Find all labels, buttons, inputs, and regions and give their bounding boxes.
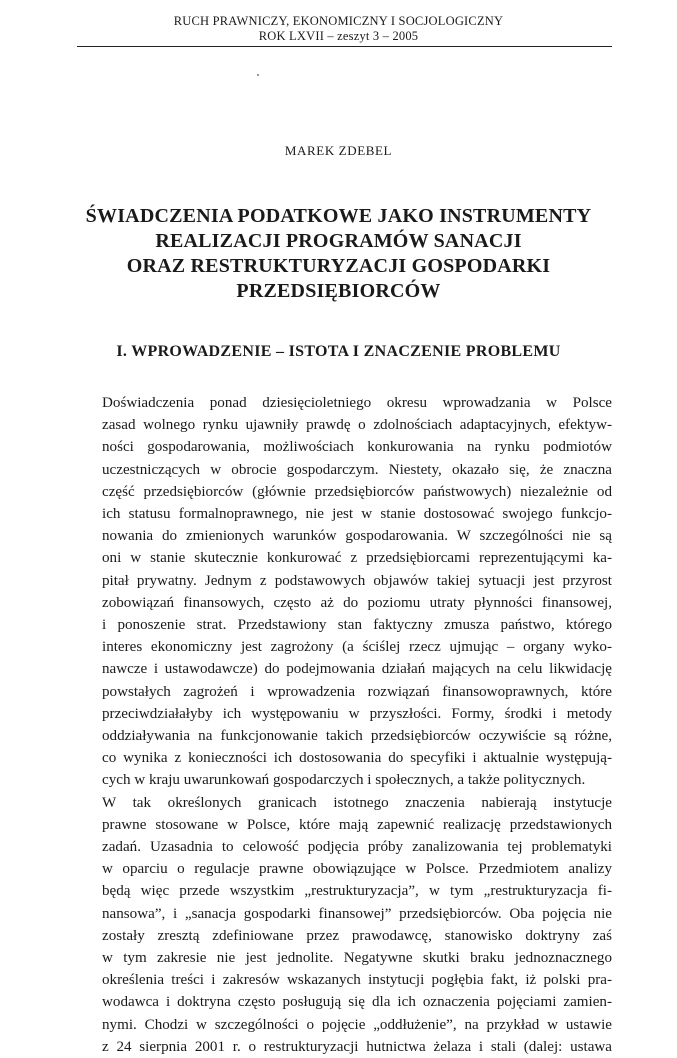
journal-issue: ROK LXVII – zeszyt 3 – 2005 [258, 29, 419, 43]
article-title [40, 204, 637, 304]
body-line: nawcze i ustawodawcze) do podejmowania działań mających na celu likwidację [102, 661, 612, 678]
body-line: i ponoszenie strat. Przedstawiony stan faktyczny zmusza państwo, którego [102, 617, 612, 634]
author-name: MAREK ZDEBEL [284, 143, 393, 158]
body-line: przeciwdziałałyby ich występowaniu w przyszłości. Formy, środki i metody [102, 705, 612, 722]
title-line: ORAZ RESTRUKTURYZACJI GOSPODARKI [126, 255, 551, 277]
body-line: część przedsiębiorców (głównie przedsiębiorców państwowych) niezależnie od [102, 483, 612, 500]
journal-header [0, 14, 677, 44]
body-line: nansowa”, i „sanacja gospodarki finansowej” przedsiębiorców. Oba pojęcia nie [102, 905, 612, 922]
body-line: cych w kraju uwarunkowań gospodarczych i społecznych, a także politycznych. [102, 772, 586, 789]
body-line: oni w stanie skutecznie konkurować z przedsiębiorcami reprezentującymi ka- [102, 550, 612, 567]
title-line: REALIZACJI PROGRAMÓW SANACJI [155, 230, 522, 252]
body-line: uczestniczących w obrocie gospodarczym. Niestety, okazało się, że znaczna [102, 461, 612, 478]
paragraph-1 [74, 392, 612, 792]
body-line: wodawca i doktryna często posługują się dla ich oznaczenia pojęciami zamien- [102, 994, 612, 1011]
body-line: zadań. Uzasadnia to celowość podjęcia próby zanalizowania tej problematyki [102, 839, 612, 856]
title-line: PRZEDSIĘBIORCÓW [236, 280, 441, 302]
body-line: ności gospodarowania, możliwościach konkurowania na rynku podmiotów [102, 439, 612, 456]
section-heading: I. WPROWADZENIE – ISTOTA I ZNACZENIE PROBLEMU [116, 343, 561, 360]
body-line: powstałych zagrożeń i wprowadzenia rozwiązań finansowoprawnych, które [102, 683, 612, 700]
body-line: zostały zresztą zdefiniowane przez prawodawcę, stanowisko doktryny zaś [102, 927, 612, 944]
body-line: prawne stosowane w Polsce, które mają zapewnić realizację przedstawionych [102, 816, 612, 833]
body-line: oddziaływania na funkcjonowanie takich przedsiębiorców oczywiście są różne, [102, 728, 612, 745]
body-line: interes ekonomiczny jest zagrożony (a ściślej rzecz ujmując – organy wyko- [102, 639, 612, 656]
header-rule [77, 46, 612, 47]
article-body [74, 392, 612, 1058]
body-line: W tak określonych granicach istotnego znaczenia nabierają instytucje [102, 794, 612, 811]
body-line: co wynika z konieczności ich dostosowania do specyfiki i aktualnie występują- [102, 750, 612, 767]
body-line: nymi. Chodzi w szczególności o pojęcie „oddłużenie”, na przykład w ustawie [102, 1016, 612, 1033]
body-line: Doświadczenia ponad dziesięcioletniego okresu wprowadzania w Polsce [102, 395, 612, 411]
paragraph-2 [74, 792, 612, 1058]
body-line: z 24 sierpnia 2001 r. o restrukturyzacji hutnictwa żelaza i stali (dalej: ustawa [102, 1038, 612, 1055]
body-line: nowania do zmienionych warunków gospodarowania. W szczególności nie są [102, 528, 612, 545]
body-line: będą więc przede wszystkim „restrukturyzacja”, w tym „restrukturyzacja fi- [102, 883, 612, 900]
body-line: w oparciu o regulacje prawne obowiązujące w Polsce. Przedmiotem analizy [102, 861, 612, 878]
body-line: pitał prywatny. Jednym z podstawowych objawów takiej sytuacji jest przyrost [102, 572, 612, 589]
journal-name: RUCH PRAWNICZY, EKONOMICZNY I SOCJOLOGICZNY [173, 14, 504, 28]
body-line: zasad wolnego rynku ujawniły prawdę o zdolnościach adaptacyjnych, efektyw- [102, 417, 612, 434]
body-line: w tym zakresie nie jest jednolite. Negatywne skutki braku jednoznacznego [102, 950, 612, 967]
scan-speck [257, 74, 259, 76]
body-line: zobowiązań finansowych, często aż do poziomu utraty płynności finansowej, [102, 594, 612, 611]
title-line: ŚWIADCZENIA PODATKOWE JAKO INSTRUMENTY [85, 205, 592, 227]
body-line: określenia treści i zakresów wskazanych instytucji pogłębia fakt, iż polski pra- [102, 972, 612, 989]
body-line: ich statusu formalnoprawnego, nie jest w stanie dostosować swojego funkcjo- [102, 506, 612, 523]
